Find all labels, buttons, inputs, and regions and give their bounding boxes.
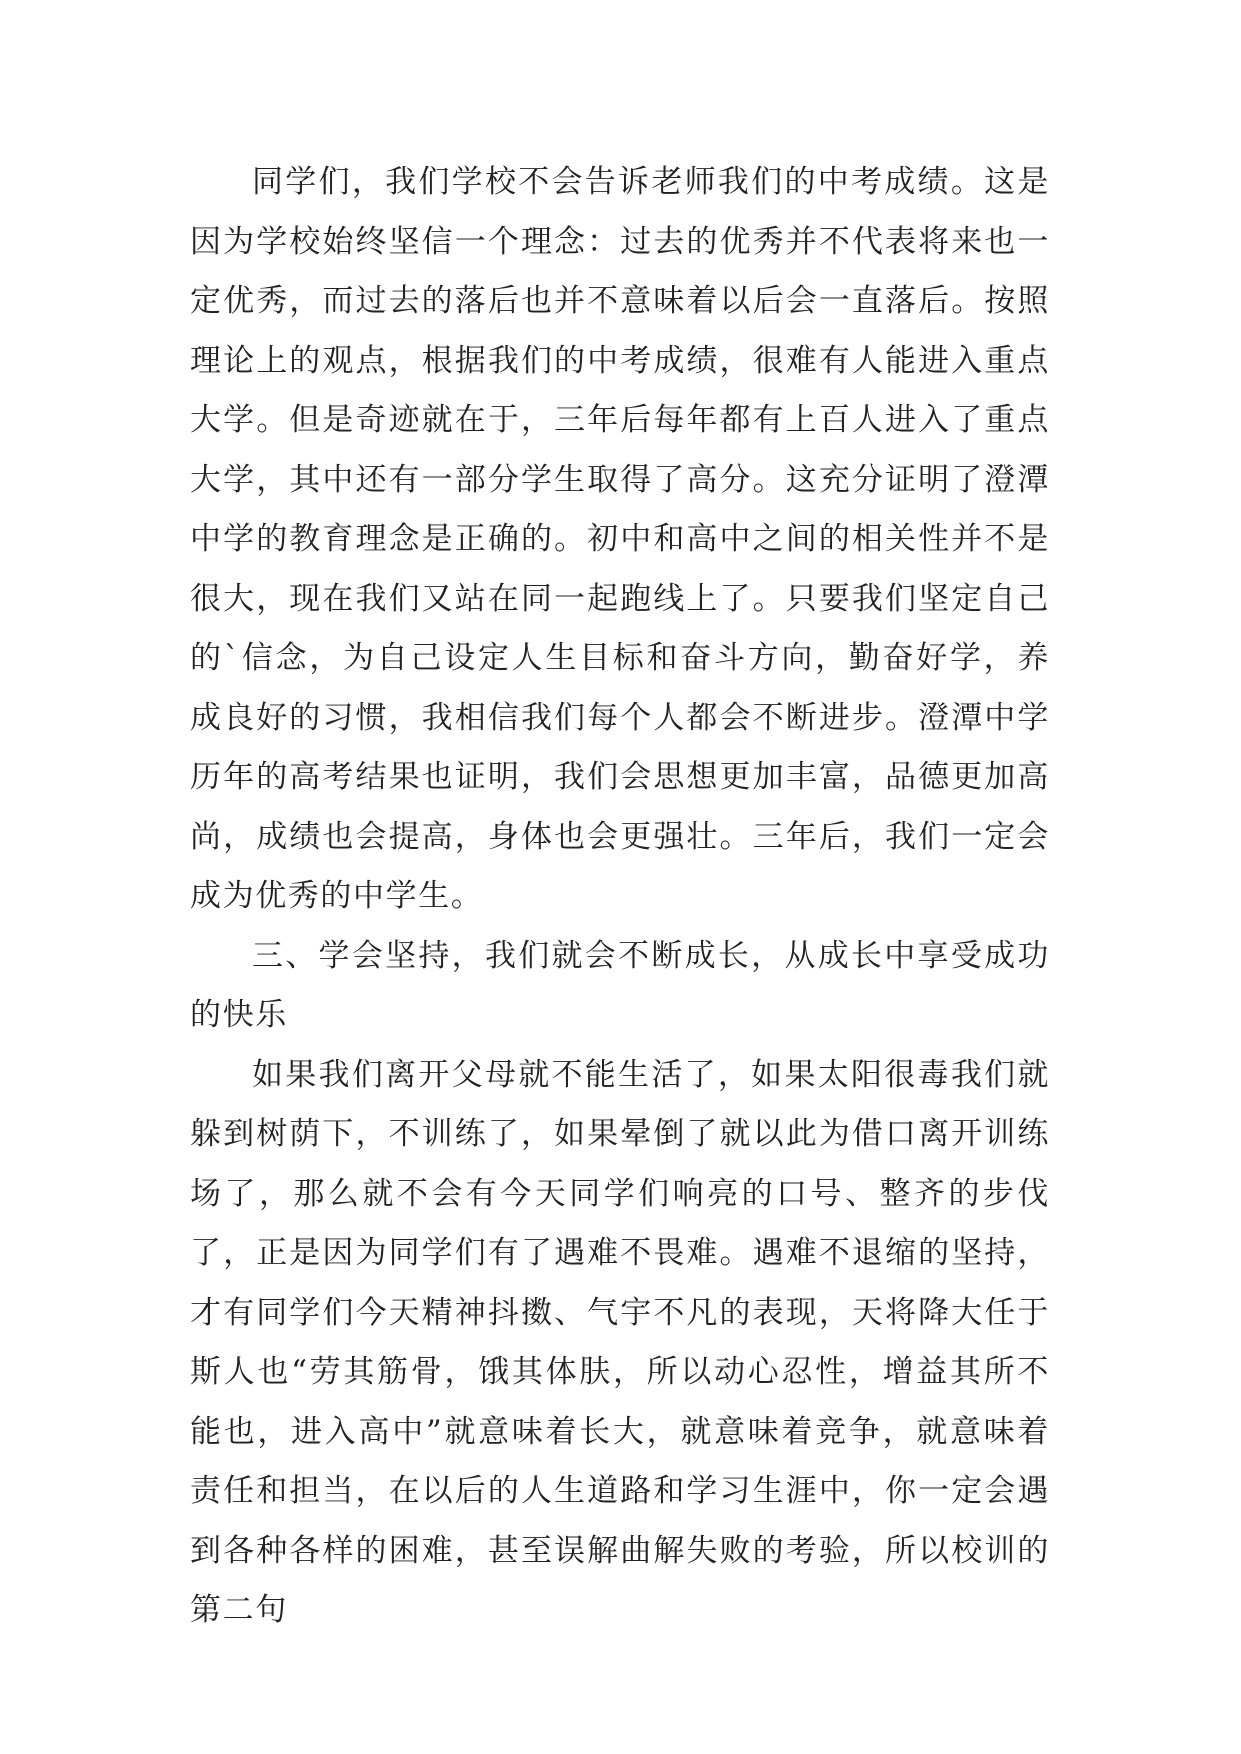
paragraph-school-philosophy: 同学们，我们学校不会告诉老师我们的中考成绩。这是因为学校始终坚信一个理念：过去的优秀并不代表将来也一定优秀，而过去的落后也并不意味着以后会一直落后。按照理论上的观点，根据我们的中考成绩，很难有人能进入重点大学。但是奇迹就在于，三年后每年都有上百人进入了重点大学，其中还有一部分学生取得了高分。这充分证明了澄潭中学的教育理念是正确的。初中和高中之间的相关性并不是很大，现在我们又站在同一起跑线上了。只要我们坚定自己的`信念，为自己设定人生目标和奋斗方向，勤奋好学，养成良好的习惯，我相信我们每个人都会不断进步。澄潭中学历年的高考结果也证明，我们会思想更加丰富，品德更加高尚，成绩也会提高，身体也会更强壮。三年后，我们一定会成为优秀的中学生。 [190,164,1050,914]
paragraph-section-heading-persistence: 三、学会坚持，我们就会不断成长，从成长中享受成功的快乐 [190,937,1050,1033]
paragraph-perseverance: 如果我们离开父母就不能生活了，如果太阳很毒我们就躲到树荫下，不训练了，如果晕倒了就以此为借口离开训练场了，那么就不会有今天同学们响亮的口号、整齐的步伐了，正是因为同学们有了遇难不畏难。遇难不退缩的坚持，才有同学们今天精神抖擞、气宇不凡的表现，天将降大任于斯人也“劳其筋骨，饿其体肤，所以动心忍性，增益其所不能也，进入高中”就意味着长大，就意味着竞争，就意味着责任和担当，在以后的人生道路和学习生涯中，你一定会遇到各种各样的困难，甚至误解曲解失败的考验，所以校训的第二句 [190,1056,1050,1628]
document-body [190,153,1050,1641]
